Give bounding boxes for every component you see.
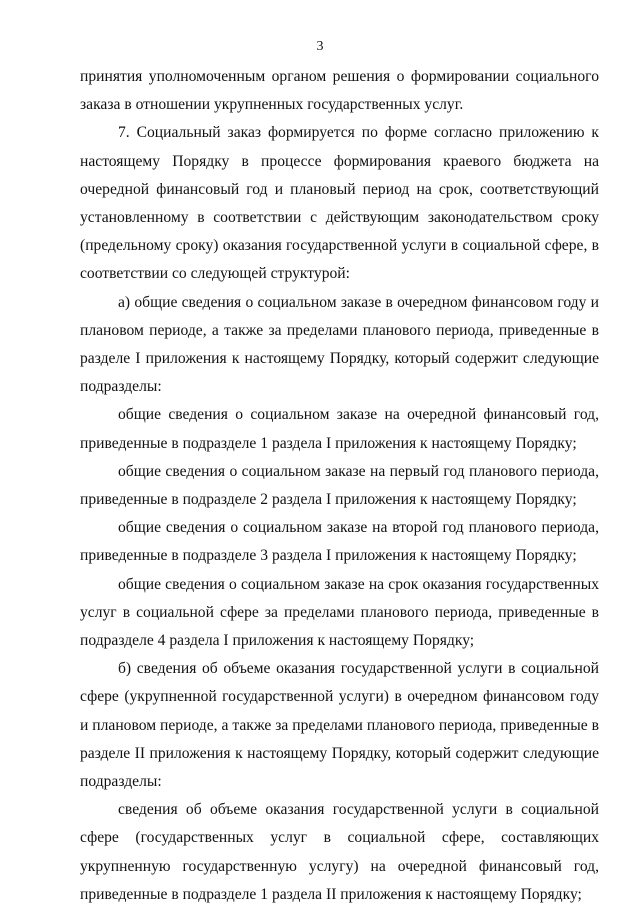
paragraph-subsection-4: общие сведения о социальном заказе на срок оказания государственных услуг в социальной сфере за пределами планового периода, приведенные в подразделе 4 раздела I приложения к настоящему Порядку; bbox=[80, 575, 599, 650]
page-number: 3 bbox=[316, 39, 324, 54]
document-body bbox=[80, 63, 599, 909]
paragraph-subsection-2: общие сведения о социальном заказе на первый год планового периода, приведенные в подразделе 2 раздела I приложения к настоящему Порядку; bbox=[80, 462, 599, 509]
paragraph-subitem-b: б) сведения об объеме оказания государственной услуги в социальной сфере (укрупненной государственной услуги) в очередном финансовом году и плановом периоде, а также за пределами планового периода, приведенные в разделе II приложения к настоящему Порядку, который содержит следующие подразделы: bbox=[80, 660, 599, 791]
paragraph-subsection-3: общие сведения о социальном заказе на второй год планового периода, приведенные в подразделе 3 раздела I приложения к настоящему Порядку; bbox=[80, 519, 599, 565]
paragraph-subsection-ii-1: сведения об объеме оказания государственной услуги в социальной сфере (государственных услуг в социальной сфере, составляющих укрупненную государственную услугу) на очередной финансовый год, приведенные в подразделе 1 раздела II приложения к настоящему Порядку; bbox=[80, 801, 599, 903]
paragraph-subsection-1: общие сведения о социальном заказе на очередной финансовый год, приведенные в подразделе 1 раздела I приложения к настоящему Порядку; bbox=[80, 406, 599, 452]
paragraph-item-7: 7. Социальный заказ формируется по форме согласно приложению к настоящему Порядку в процессе формирования краевого бюджета на очередной финансовый год и плановый период на срок, соответствующий установленному в соответствии с действующим законодательством сроку (предельному сроку) оказания государственной услуги в социальной сфере, в соответствии со следующей структурой: bbox=[80, 124, 599, 283]
paragraph-subitem-a: а) общие сведения о социальном заказе в очередном финансовом году и плановом периоде, а также за пределами планового периода, приведенные в разделе I приложения к настоящему Порядку, который содержит следующие подразделы: bbox=[80, 293, 599, 396]
paragraph-continuation: принятия уполномоченным органом решения о формировании социального заказа в отношении укрупненных государственных услуг. bbox=[80, 68, 599, 114]
